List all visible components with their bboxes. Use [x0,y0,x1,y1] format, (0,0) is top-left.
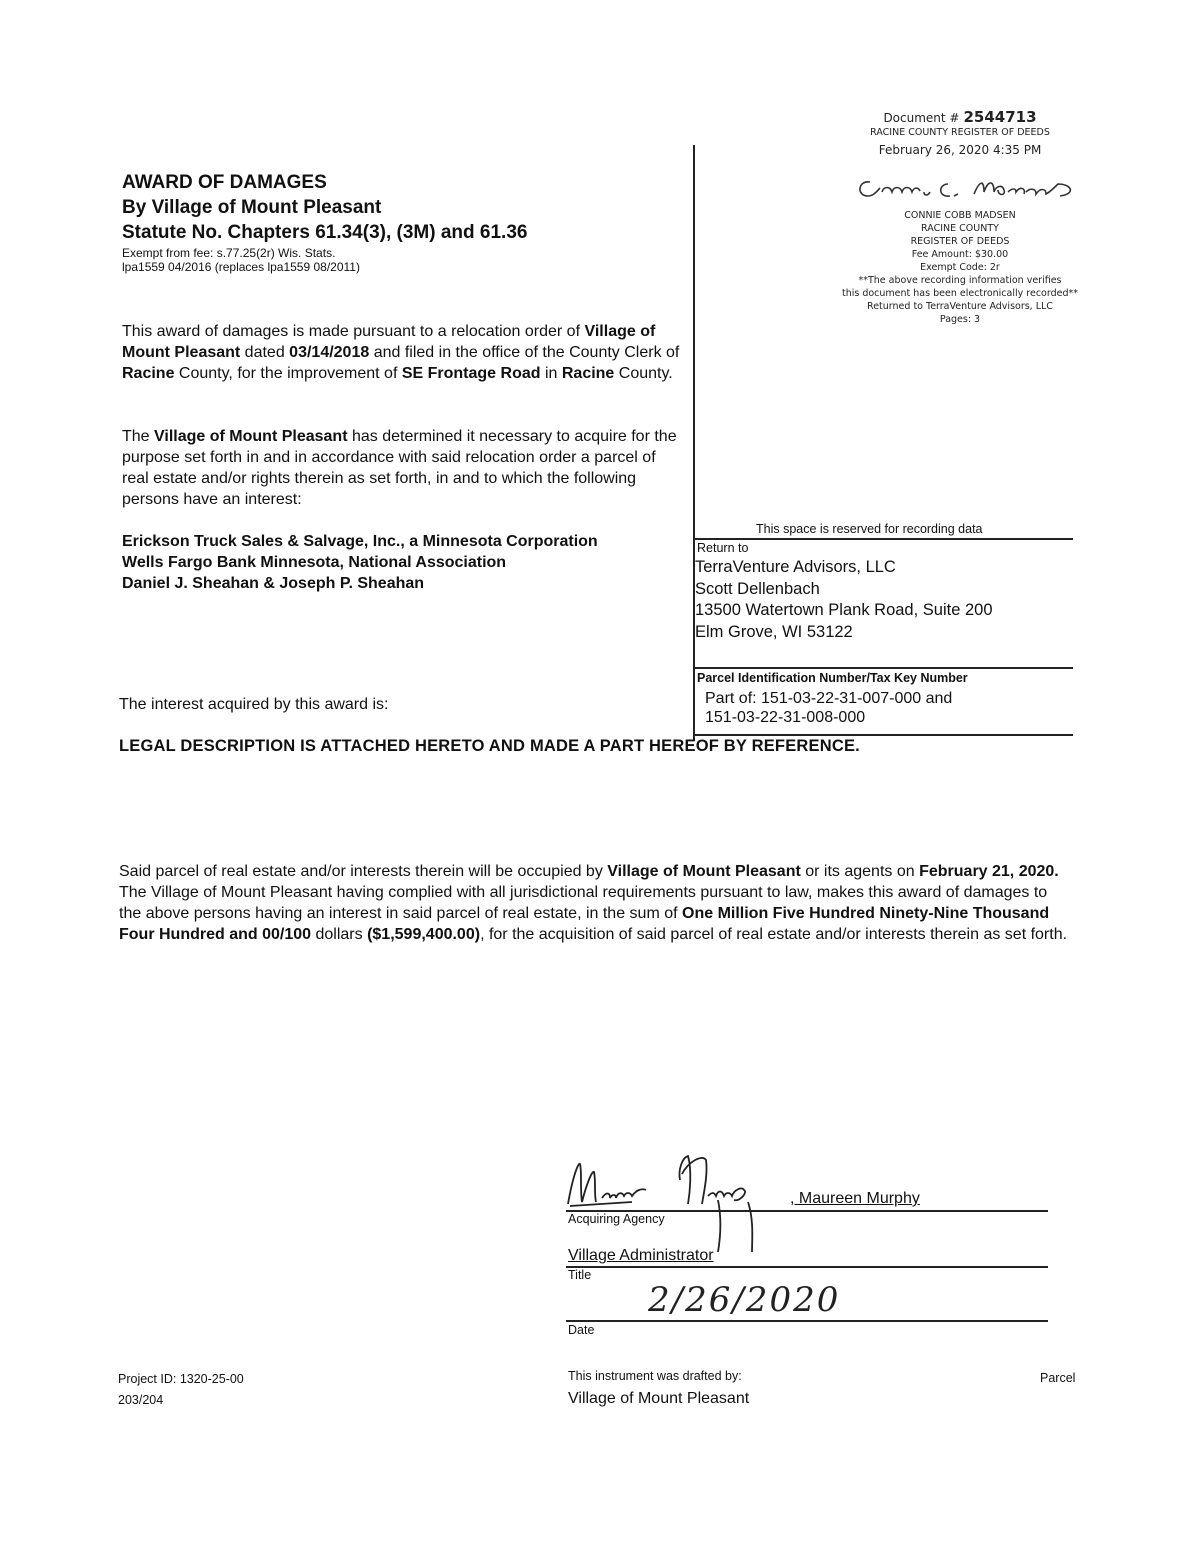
document-number-line [820,108,1100,126]
parcel-id-label: Parcel Identification Number/Tax Key Number [697,671,968,685]
acquiring-agency-label: Acquiring Agency [568,1212,665,1226]
return-to-label: Return to [697,541,749,555]
exempt-fee: Exempt from fee: s.77.25(2r) Wis. Stats. [122,246,336,260]
parcel-id-line: Part of: 151-03-22-31-007-000 and [705,690,953,707]
divider-line [695,667,1073,669]
document-number: 2544713 [963,108,1037,126]
acquisition-paragraph: The Village of Mount Pleasant has determined it necessary to acquire for the purpose set forth in and in accordance with said relocation order a parcel of real estate and/or rights therein as set forth, in and to which the following persons have an interest: [122,428,677,508]
agency-signature [562,1140,802,1260]
registrar-signature [850,170,1090,206]
parcel-id-value [705,689,952,727]
recording-office: RACINE COUNTY REGISTER OF DEEDS [870,127,1050,138]
document-subtitle: By Village of Mount Pleasant [122,197,382,218]
parcel-label: Parcel [1040,1371,1076,1385]
return-to-line: Elm Grove, WI 53122 [695,622,853,641]
exempt-note [122,246,360,274]
return-to-address [695,557,993,643]
award-paragraph: Said parcel of real estate and/or interests therein will be occupied by Village of Mount Pleasant or its agents on February 21, 2020. The Village of Mount Pleasant having complied with all jurisdictional requirements pursuant to law, makes this award of damages to the above persons having an interest in said parcel of real estate, in the sum of One Million Five Hundred Ninety-Nine Thousand Four Hundred and 00/100 dollars ($1,599,400.00), for the acquisition of said parcel of real estate and/or interests therein as set forth. [119,863,1068,943]
project-sub: 203/204 [118,1393,164,1407]
title-label: Title [568,1268,592,1282]
divider-line [695,734,1073,736]
interest-acquired-label: The interest acquired by this award is: [119,696,389,713]
document-number-label: Document # [883,111,960,125]
document-title: AWARD OF DAMAGES [122,172,327,193]
return-to-line: Scott Dellenbach [695,579,820,598]
divider-line [695,538,1073,540]
drafted-by-value: Village of Mount Pleasant [568,1390,750,1407]
interested-parties [122,531,598,594]
reserved-space-label: This space is reserved for recording data [756,522,983,536]
recording-note-1: **The above recording information verifies [858,275,1062,286]
form-id: lpa1559 04/2016 (replaces lpa1559 08/2011) [122,260,360,274]
signer-name: , Maureen Murphy [790,1190,920,1207]
signed-date: 2/26/2020 [648,1280,841,1320]
owner-1: Erickson Truck Sales & Salvage, Inc., a Minnesota Corporation [122,533,598,550]
recording-datetime: February 26, 2020 4:35 PM [878,143,1042,157]
registrar-county: RACINE COUNTY [921,223,999,234]
signer-title: Village Administrator [568,1247,714,1264]
recording-note-2: this document has been electronically recorded** [841,288,1078,299]
parcel-id-line: 151-03-22-31-008-000 [705,709,866,726]
relocation-order-paragraph: This award of damages is made pursuant to a relocation order of Village of Mount Pleasant dated 03/14/2018 and filed in the office of the County Clerk of Racine County, for the improvement of SE Frontage Road in Racine County. [122,323,680,382]
fee-amount: Fee Amount: $30.00 [911,249,1009,260]
registrar-office: REGISTER OF DEEDS [910,236,1010,247]
owner-3: Daniel J. Sheahan & Joseph P. Sheahan [122,575,425,592]
drafted-by-label: This instrument was drafted by: [568,1369,742,1383]
title-line [566,1266,1048,1268]
project-id: Project ID: 1320-25-00 [118,1372,244,1386]
owner-2: Wells Fargo Bank Minnesota, National Association [122,554,507,571]
project-info [118,1369,244,1411]
column-divider [693,145,695,741]
legal-description-note: LEGAL DESCRIPTION IS ATTACHED HERETO AND MADE A PART HEREOF BY REFERENCE. [119,737,860,755]
statute-line: Statute No. Chapters 61.34(3), (3M) and 61.36 [122,222,528,243]
return-to-line: TerraVenture Advisors, LLC [695,558,896,576]
page-count: Pages: 3 [939,314,981,325]
date-label: Date [568,1323,595,1337]
return-to-line: 13500 Watertown Plank Road, Suite 200 [695,601,993,619]
returned-to-note: Returned to TerraVenture Advisors, LLC [867,301,1053,312]
exempt-code: Exempt Code: 2r [920,262,1000,273]
date-line [566,1320,1048,1322]
registrar-name: CONNIE COBB MADSEN [904,210,1016,221]
